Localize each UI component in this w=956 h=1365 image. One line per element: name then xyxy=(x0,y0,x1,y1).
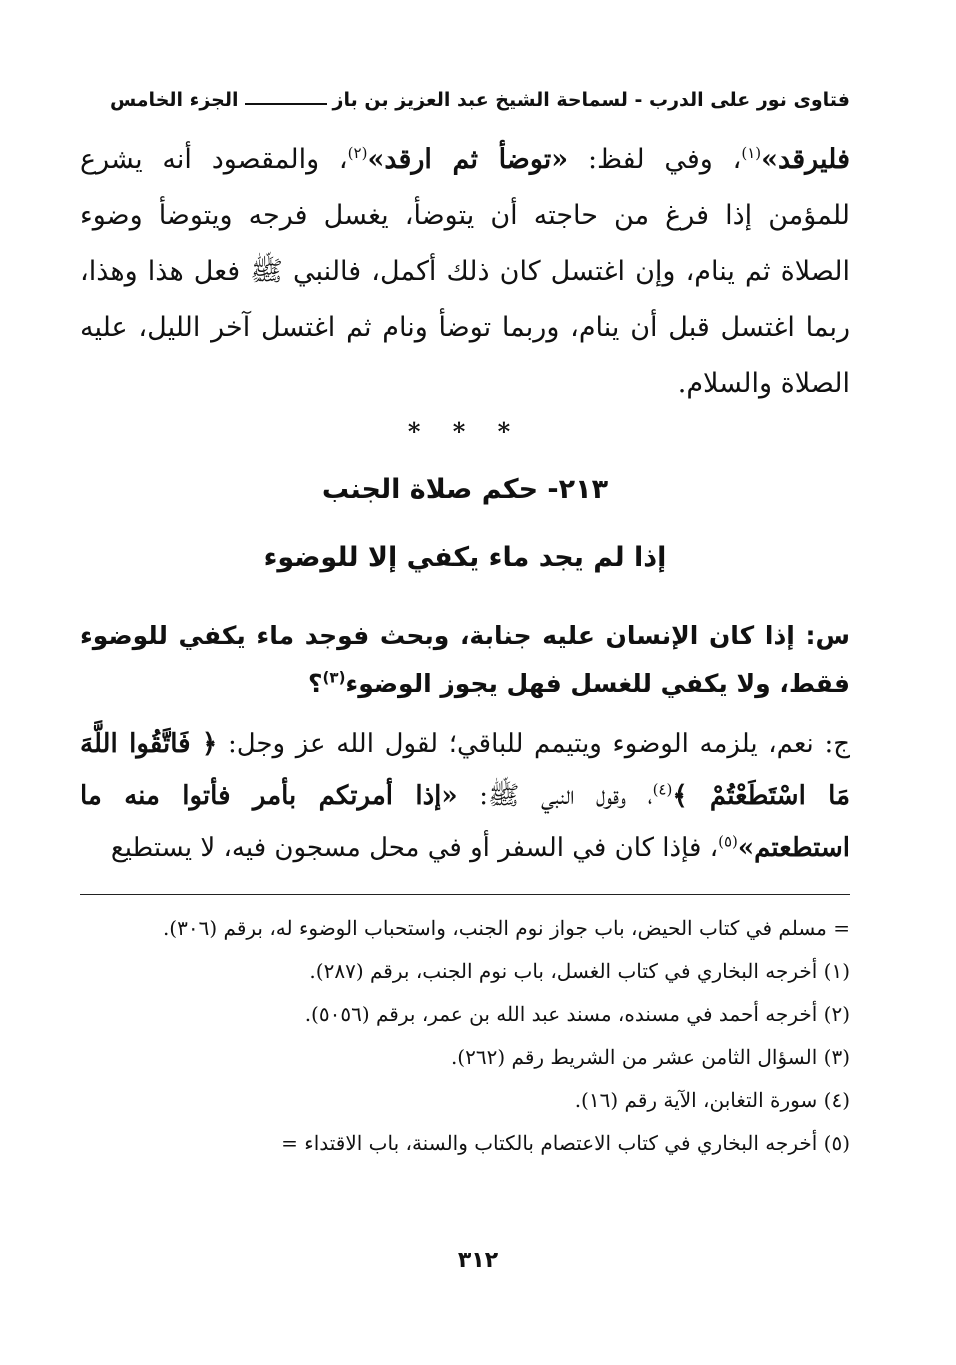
answer-text-3: ، فإذا كان في السفر أو في محل مسجون فيه، لا يستطيع xyxy=(110,833,719,863)
footnote-5: (٥) أخرجه البخاري في كتاب الاعتصام بالكتاب والسنة، باب الاقتداء = xyxy=(281,1131,850,1155)
book-page xyxy=(80,84,850,1165)
answer-text-1: ج: نعم، يلزمه الوضوء ويتيمم للباقي؛ لقول الله عز وجل: xyxy=(217,729,850,759)
body-paragraph xyxy=(80,132,850,412)
footnote-4: (٤) سورة التغابن، الآية رقم (١٦). xyxy=(574,1088,850,1112)
header-volume: الجزء الخامس xyxy=(109,89,239,111)
para-text-2: ، والمقصود أنه يشرع للمؤمن إذا فرغ من حاجته أن يتوضأ، يغسل فرجه ويتوضأ وضوء الصلاة ثم ينام، وإن اغتسل كان ذلك أكمل، فالنبي ﷺ فعل هذا وهذا، ربما اغتسل قبل أن ينام، وربما توضأ ونام ثم اغتسل آخر الليل، عليه الصلاة والسلام. xyxy=(80,144,850,399)
answer-text xyxy=(80,718,850,874)
fatwa-title: ٢١٣- حكم صلاة الجنب xyxy=(321,474,609,505)
quran-verse: ﴿ فَاتَّقُوا اللَّهَ مَا اسْتَطَعْتُمْ ﴾ xyxy=(80,729,850,811)
running-header xyxy=(80,84,850,116)
footnote-ref-3: (٣) xyxy=(322,668,346,687)
hadith-bold: «إذا أمرتكم بأمر فأتوا منه ما استطعتم» xyxy=(80,781,850,863)
footnote-continuation: = مسلم في كتاب الحيض، باب جواز نوم الجنب، واستحباب الوضوء له، برقم (٣٠٦). xyxy=(162,916,850,940)
section-separator: * * * xyxy=(407,417,523,446)
quote-bold-1: فليرقد» xyxy=(761,144,850,175)
page-number: ٣١٢ xyxy=(457,1248,499,1273)
footnote-3: (٣) السؤال الثامن عشر من الشريط رقم (٢٦٢). xyxy=(450,1045,850,1069)
question-mark: ؟ xyxy=(308,669,323,698)
fatwa-subtitle: إذا لم يجد ماء يكفي إلا للوضوء xyxy=(263,542,667,573)
header-rule xyxy=(245,103,327,105)
quote-bold-2: «توضأ ثم ارقد» xyxy=(367,144,569,175)
footnote-divider xyxy=(80,894,850,895)
question-text xyxy=(80,612,850,708)
footnote-ref-4: (٤) xyxy=(652,780,673,799)
para-text-1: ، وفي لفظ: xyxy=(568,144,742,175)
footnote-ref-5: (٥) xyxy=(718,832,738,851)
footnote-1: (١) أخرجه البخاري في كتاب الغسل، باب نوم الجنب، برقم (٢٨٧). xyxy=(309,959,850,983)
answer-text-2: ، وقول النبي ﷺ: xyxy=(457,781,653,811)
footnote-ref-1: (١) xyxy=(741,144,762,162)
footnote-2: (٢) أخرجه أحمد في مسنده، مسند عبد الله بن عمر، برقم (٥٠٥٦). xyxy=(304,1002,850,1026)
question-body: س: إذا كان الإنسان عليه جنابة، وبحث فوجد ماء يكفي للوضوء فقط، ولا يكفي للغسل فهل يجوز الوضوء xyxy=(80,621,850,698)
header-book-title: فتاوى نور على الدرب - لسماحة الشيخ عبد العزيز بن باز xyxy=(332,89,850,111)
footnote-ref-2: (٢) xyxy=(347,144,368,162)
